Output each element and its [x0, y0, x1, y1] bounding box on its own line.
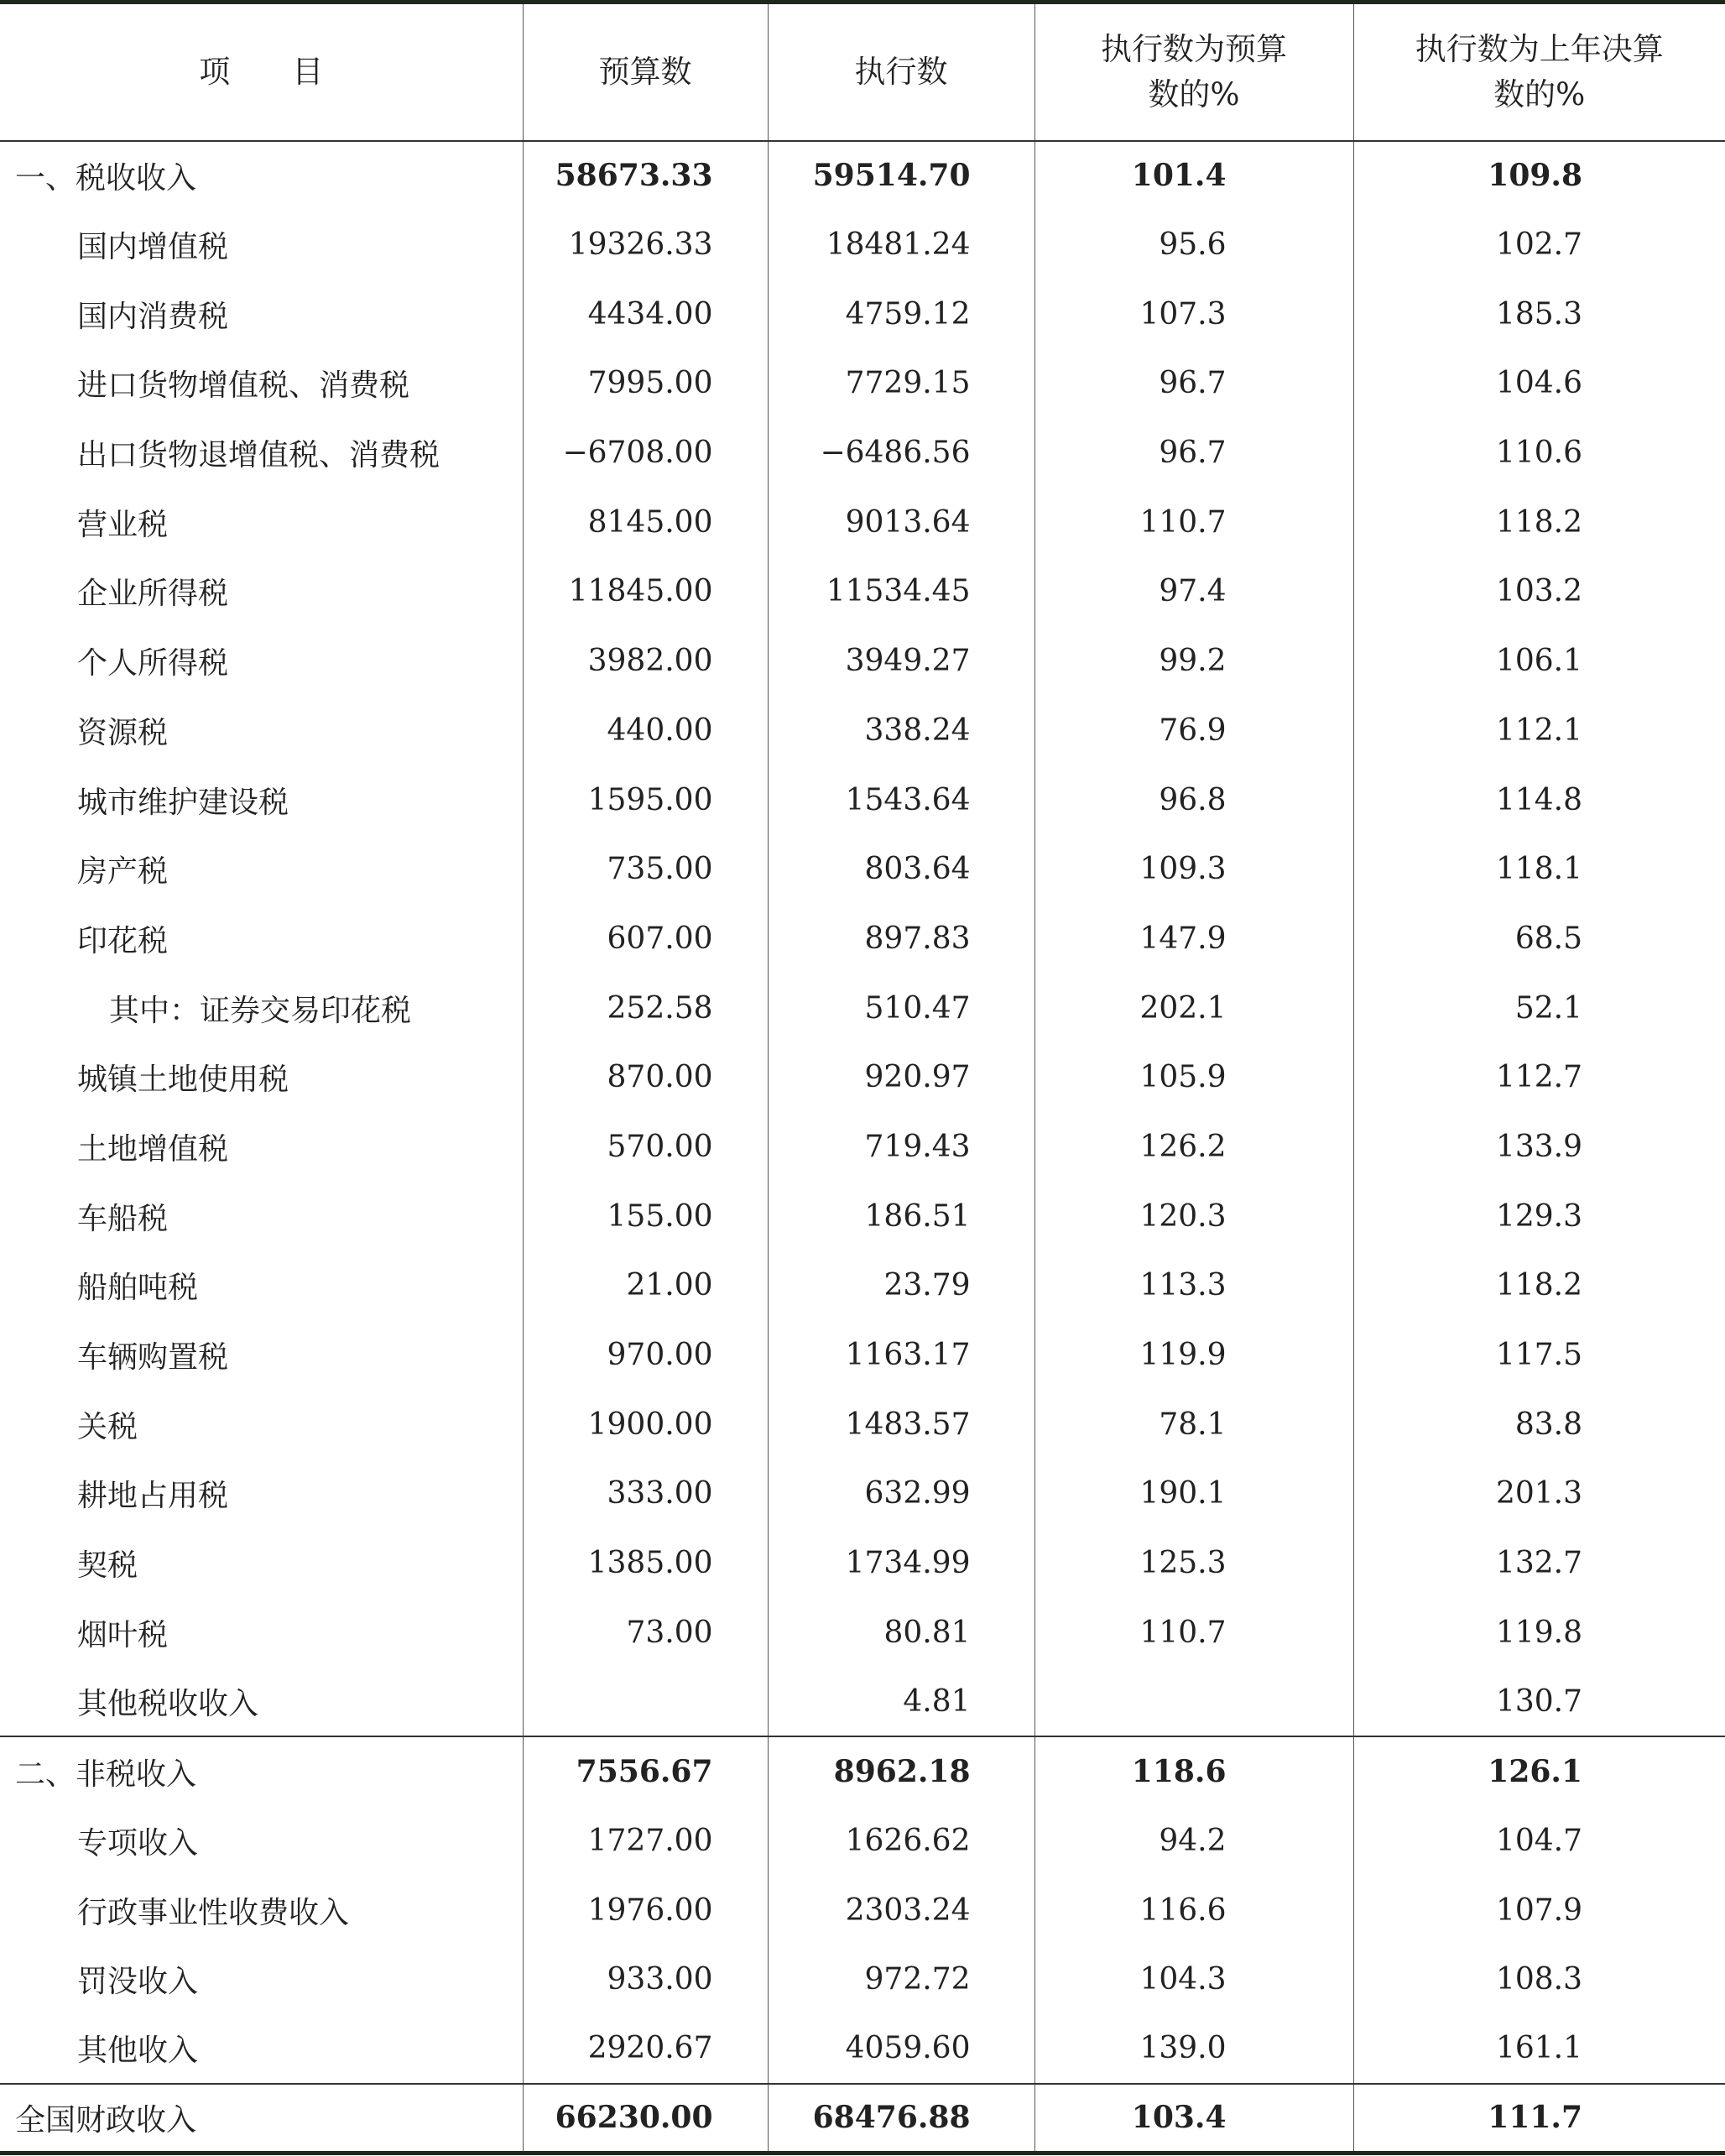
- table-row: [0, 1945, 1725, 2014]
- row-actual-value: 2303.24: [768, 1876, 1034, 1945]
- row-pct-prev-value: 104.7: [1353, 1806, 1725, 1876]
- row-item-name: 耕地占用税: [77, 1479, 229, 1514]
- row-actual-value: 3949.27: [768, 626, 1034, 696]
- row-item-name: 专项收入: [77, 1825, 199, 1861]
- row-pct-budget-value: 118.6: [1034, 1736, 1353, 1806]
- table-row: [0, 349, 1725, 419]
- table-row: [0, 1390, 1725, 1459]
- row-item-name: 契税: [77, 1548, 138, 1584]
- table-row: [0, 1042, 1725, 1112]
- row-actual-value: 23.79: [768, 1251, 1034, 1321]
- row-pct-prev-value: 129.3: [1353, 1182, 1725, 1251]
- row-actual-value: 897.83: [768, 904, 1034, 974]
- row-pct-prev-value: 107.9: [1353, 1876, 1725, 1945]
- table-row: [0, 904, 1725, 974]
- row-actual-value: 803.64: [768, 834, 1034, 904]
- row-pct-prev-value: 119.8: [1353, 1598, 1725, 1668]
- row-actual-value: 11534.45: [768, 557, 1034, 627]
- row-pct-budget-value: 120.3: [1034, 1182, 1353, 1251]
- row-pct-budget-value: 126.2: [1034, 1112, 1353, 1182]
- row-pct-budget-value: 76.9: [1034, 696, 1353, 765]
- row-pct-budget-value: 94.2: [1034, 1806, 1353, 1876]
- row-budget-value: 3982.00: [523, 626, 768, 696]
- row-item-name: 国内消费税: [77, 299, 229, 334]
- row-pct-prev-value: 126.1: [1353, 1736, 1725, 1806]
- table-row: [0, 279, 1725, 349]
- row-item-name: 一、税收收入: [15, 160, 197, 196]
- row-actual-value: 510.47: [768, 974, 1034, 1043]
- row-budget-value: 19326.33: [523, 210, 768, 279]
- row-item-name: 土地增值税: [77, 1131, 229, 1167]
- row-item-name: 进口货物增值税、消费税: [77, 368, 410, 404]
- table-row: [0, 1806, 1725, 1876]
- row-pct-budget-value: 96.7: [1034, 349, 1353, 419]
- row-budget-value: 58673.33: [523, 141, 768, 211]
- row-pct-budget-value: 95.6: [1034, 210, 1353, 279]
- table-row: [0, 1459, 1725, 1529]
- table-row: [0, 557, 1725, 627]
- row-item-name: 印花税: [77, 923, 169, 958]
- row-budget-value: 4434.00: [523, 279, 768, 349]
- row-actual-value: 59514.70: [768, 141, 1034, 211]
- row-budget-value: 1385.00: [523, 1528, 768, 1598]
- row-actual-value: 4.81: [768, 1668, 1034, 1737]
- row-actual-value: 1543.64: [768, 765, 1034, 835]
- row-budget-value: 933.00: [523, 1945, 768, 2014]
- row-item-name: 车辆购置税: [77, 1340, 229, 1376]
- row-pct-prev-value: 68.5: [1353, 904, 1725, 974]
- row-pct-prev-value: 108.3: [1353, 1945, 1725, 2014]
- row-actual-value: 9013.64: [768, 488, 1034, 557]
- table-row: [0, 141, 1725, 211]
- row-pct-prev-value: 52.1: [1353, 974, 1725, 1043]
- row-actual-value: 8962.18: [768, 1736, 1034, 1806]
- row-pct-prev-value: 114.8: [1353, 765, 1725, 835]
- row-actual-value: 1734.99: [768, 1528, 1034, 1598]
- table-row: [0, 765, 1725, 835]
- row-pct-prev-value: 106.1: [1353, 626, 1725, 696]
- row-pct-prev-value: 110.6: [1353, 418, 1725, 488]
- header-pct-budget: [1034, 3, 1353, 141]
- row-pct-prev-value: 118.2: [1353, 488, 1725, 557]
- header-pct-budget-line2: 数的%: [1148, 76, 1240, 112]
- table-row: [0, 1736, 1725, 1806]
- row-pct-budget-value: 202.1: [1034, 974, 1353, 1043]
- row-pct-budget-value: 97.4: [1034, 557, 1353, 627]
- row-pct-budget-value: 110.7: [1034, 488, 1353, 557]
- row-item-name: 房产税: [77, 854, 169, 890]
- row-pct-prev-value: 185.3: [1353, 279, 1725, 349]
- row-pct-budget-value: 101.4: [1034, 141, 1353, 211]
- row-pct-prev-value: 132.7: [1353, 1528, 1725, 1598]
- row-item-name: 罚没收入: [77, 1965, 199, 2000]
- row-item-name: 出口货物退增值税、消费税: [77, 438, 440, 473]
- row-actual-value: −6486.56: [768, 418, 1034, 488]
- row-budget-value: 1900.00: [523, 1390, 768, 1459]
- row-pct-prev-value: 118.2: [1353, 1251, 1725, 1321]
- row-pct-budget-value: 96.7: [1034, 418, 1353, 488]
- row-budget-value: 21.00: [523, 1251, 768, 1321]
- row-pct-prev-value: 118.1: [1353, 834, 1725, 904]
- row-pct-prev-value: 117.5: [1353, 1320, 1725, 1390]
- row-pct-budget-value: [1034, 1668, 1353, 1737]
- row-pct-budget-value: 147.9: [1034, 904, 1353, 974]
- row-pct-budget-value: 96.8: [1034, 765, 1353, 835]
- row-item-name: 其中：证券交易印花税: [109, 993, 412, 1028]
- row-budget-value: 607.00: [523, 904, 768, 974]
- row-budget-value: −6708.00: [523, 418, 768, 488]
- row-pct-budget-value: 109.3: [1034, 834, 1353, 904]
- table-row: [0, 1528, 1725, 1598]
- row-item-name: 二、非税收入: [0, 1736, 523, 1806]
- table-row: [0, 834, 1725, 904]
- row-budget-value: 11845.00: [523, 557, 768, 627]
- header-item: 项 目: [0, 3, 523, 141]
- row-item-name: 其他收入: [77, 2033, 199, 2069]
- row-budget-value: [523, 1668, 768, 1737]
- row-budget-value: 2920.67: [523, 2014, 768, 2084]
- row-budget-value: 970.00: [523, 1320, 768, 1390]
- header-row: [0, 3, 1725, 141]
- table-row: [0, 2084, 1725, 2153]
- row-actual-value: 80.81: [768, 1598, 1034, 1668]
- row-pct-budget-value: 110.7: [1034, 1598, 1353, 1668]
- row-budget-value: 73.00: [523, 1598, 768, 1668]
- row-budget-value: 8145.00: [523, 488, 768, 557]
- row-pct-prev-value: 201.3: [1353, 1459, 1725, 1529]
- table-row: [0, 696, 1725, 765]
- header-pct-prev-line1: 执行数为上年决算: [1415, 30, 1664, 67]
- row-item-name: 车船税: [77, 1201, 169, 1236]
- table-row: [0, 1251, 1725, 1321]
- header-pct-prev: [1353, 3, 1725, 141]
- row-budget-value: 66230.00: [523, 2084, 768, 2153]
- table-row: [0, 1598, 1725, 1668]
- row-item-name: 资源税: [77, 715, 169, 750]
- row-pct-prev-value: 111.7: [1353, 2084, 1725, 2153]
- row-budget-value: 7995.00: [523, 349, 768, 419]
- row-budget-value: 735.00: [523, 834, 768, 904]
- table-row: [0, 210, 1725, 279]
- header-pct-prev-line2: 数的%: [1493, 76, 1586, 112]
- header-budget: 预算数: [523, 3, 768, 141]
- row-item-name: 企业所得税: [77, 577, 229, 612]
- row-item-name: 城镇土地使用税: [77, 1062, 289, 1098]
- row-item-name: 烟叶税: [77, 1617, 169, 1652]
- row-budget-value: 333.00: [523, 1459, 768, 1529]
- row-pct-budget-value: 116.6: [1034, 1876, 1353, 1945]
- row-item-name: 全国财政收入: [0, 2084, 523, 2153]
- row-budget-value: 870.00: [523, 1042, 768, 1112]
- table-row: [0, 974, 1725, 1043]
- row-actual-value: 4759.12: [768, 279, 1034, 349]
- row-item-name: 国内增值税: [77, 230, 229, 265]
- row-actual-value: 972.72: [768, 1945, 1034, 2014]
- row-item-name: 关税: [77, 1409, 138, 1444]
- row-budget-value: 570.00: [523, 1112, 768, 1182]
- table-row: [0, 1876, 1725, 1945]
- table-row: [0, 1182, 1725, 1251]
- row-budget-value: 440.00: [523, 696, 768, 765]
- row-budget-value: 1976.00: [523, 1876, 768, 1945]
- row-item-name: 行政事业性收费收入: [77, 1895, 350, 1930]
- table-row: [0, 1320, 1725, 1390]
- row-item-name: 船舶吨税: [77, 1271, 199, 1306]
- row-budget-value: 1727.00: [523, 1806, 768, 1876]
- row-actual-value: 68476.88: [768, 2084, 1034, 2153]
- row-pct-prev-value: 104.6: [1353, 349, 1725, 419]
- row-pct-budget-value: 139.0: [1034, 2014, 1353, 2084]
- row-pct-prev-value: 83.8: [1353, 1390, 1725, 1459]
- row-item-name: 城市维护建设税: [77, 785, 289, 820]
- table-body: [0, 141, 1725, 2153]
- row-budget-value: 1595.00: [523, 765, 768, 835]
- row-pct-prev-value: 112.7: [1353, 1042, 1725, 1112]
- row-actual-value: 1626.62: [768, 1806, 1034, 1876]
- table-header: [0, 3, 1725, 141]
- row-pct-budget-value: 104.3: [1034, 1945, 1353, 2014]
- row-pct-budget-value: 105.9: [1034, 1042, 1353, 1112]
- row-pct-prev-value: 112.1: [1353, 696, 1725, 765]
- row-actual-value: 632.99: [768, 1459, 1034, 1529]
- row-budget-value: 252.58: [523, 974, 768, 1043]
- row-pct-prev-value: 130.7: [1353, 1668, 1725, 1737]
- row-actual-value: 18481.24: [768, 210, 1034, 279]
- row-actual-value: 338.24: [768, 696, 1034, 765]
- row-pct-budget-value: 107.3: [1034, 279, 1353, 349]
- header-actual: 执行数: [768, 3, 1034, 141]
- row-actual-value: 186.51: [768, 1182, 1034, 1251]
- row-pct-budget-value: 113.3: [1034, 1251, 1353, 1321]
- row-budget-value: 155.00: [523, 1182, 768, 1251]
- table-row: [0, 418, 1725, 488]
- row-pct-budget-value: 119.9: [1034, 1320, 1353, 1390]
- row-pct-budget-value: 78.1: [1034, 1390, 1353, 1459]
- header-pct-budget-line1: 执行数为预算: [1101, 30, 1287, 67]
- row-actual-value: 1163.17: [768, 1320, 1034, 1390]
- row-pct-prev-value: 102.7: [1353, 210, 1725, 279]
- row-item-name: 营业税: [77, 507, 169, 542]
- row-pct-budget-value: 190.1: [1034, 1459, 1353, 1529]
- row-actual-value: 719.43: [768, 1112, 1034, 1182]
- table-row: [0, 1668, 1725, 1737]
- table-row: [0, 626, 1725, 696]
- row-pct-prev-value: 161.1: [1353, 2014, 1725, 2084]
- row-pct-budget-value: 125.3: [1034, 1528, 1353, 1598]
- row-pct-prev-value: 109.8: [1353, 141, 1725, 211]
- row-item-name: 其他税收收入: [77, 1686, 259, 1721]
- row-item-name: 个人所得税: [77, 646, 229, 681]
- table-row: [0, 2014, 1725, 2084]
- table-row: [0, 488, 1725, 557]
- row-actual-value: 920.97: [768, 1042, 1034, 1112]
- table-row: [0, 1112, 1725, 1182]
- row-pct-prev-value: 133.9: [1353, 1112, 1725, 1182]
- row-pct-budget-value: 103.4: [1034, 2084, 1353, 2153]
- row-budget-value: 7556.67: [523, 1736, 768, 1806]
- row-pct-budget-value: 99.2: [1034, 626, 1353, 696]
- row-actual-value: 7729.15: [768, 349, 1034, 419]
- row-pct-prev-value: 103.2: [1353, 557, 1725, 627]
- row-actual-value: 1483.57: [768, 1390, 1034, 1459]
- row-actual-value: 4059.60: [768, 2014, 1034, 2084]
